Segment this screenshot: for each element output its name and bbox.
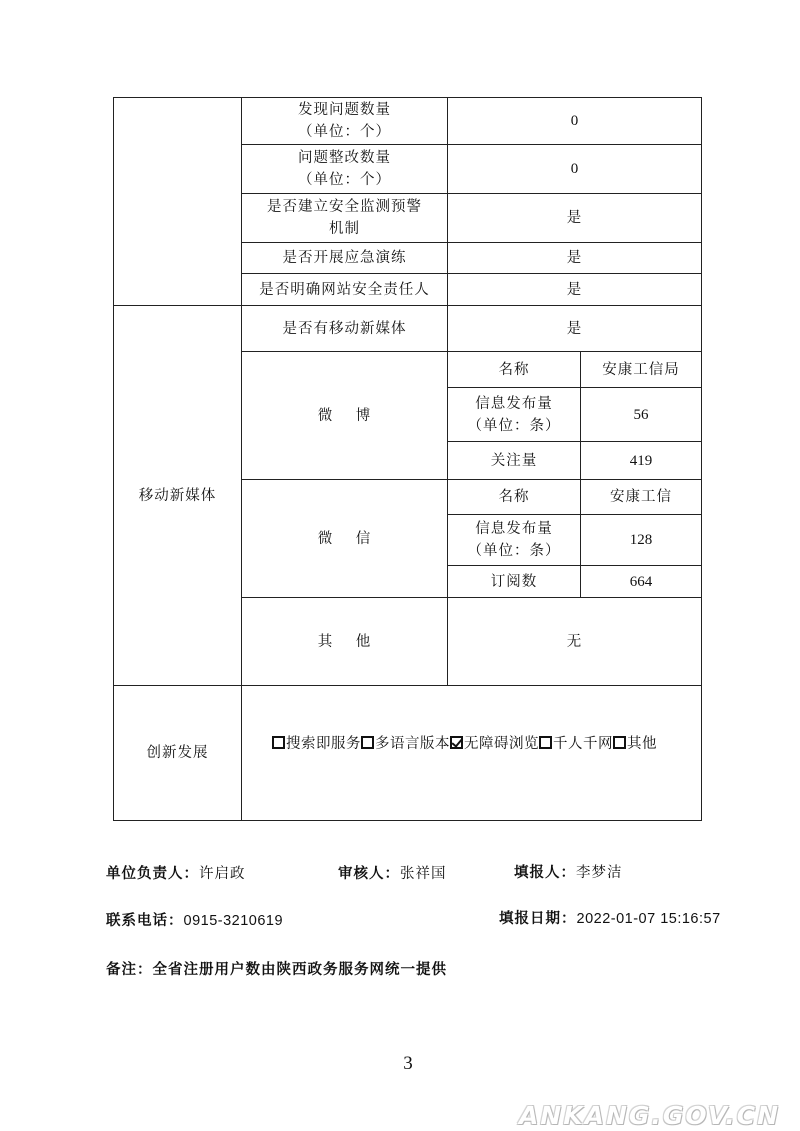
note	[106, 958, 447, 979]
checkbox-multilingual[interactable]	[361, 736, 374, 749]
wechat-name-value: 安康工信	[610, 489, 672, 505]
checkbox-search-service[interactable]	[272, 736, 285, 749]
filler	[514, 861, 623, 882]
reviewer	[338, 862, 447, 883]
other-media-label: 其 他	[317, 633, 372, 650]
option-label-personalized: 千人千网	[553, 735, 613, 752]
wechat-posts-label	[448, 515, 580, 565]
wechat-name-label: 名称	[498, 489, 530, 505]
wechat-posts-value: 128	[629, 532, 653, 548]
checkbox-other[interactable]	[613, 736, 626, 749]
checkbox-accessibility[interactable]	[450, 736, 463, 749]
wechat-subscribers-label: 订阅数	[490, 573, 538, 590]
row-label-line1: 发现问题数量	[298, 102, 391, 118]
section-label-mobile-media: 移动新媒体	[138, 487, 217, 504]
row-value-issues-fixed: 0	[570, 161, 579, 177]
note-label: 备注：	[106, 961, 153, 978]
wechat-posts-label-line2: （单位：条）	[467, 543, 561, 559]
weibo-followers-label: 关注量	[490, 452, 538, 469]
option-label-multilingual: 多语言版本	[375, 735, 450, 752]
note-value: 全省注册用户数由陕西政务服务网统一提供	[152, 961, 447, 978]
weibo-followers-value: 419	[629, 452, 653, 469]
weibo-name-label: 名称	[498, 361, 530, 378]
row-value-monitoring-mechanism: 是	[566, 210, 583, 226]
unit-head-value: 许启政	[199, 866, 246, 882]
row-label-monitoring-mechanism	[242, 194, 447, 242]
weibo-posts-value: 56	[633, 406, 649, 423]
wechat-subscribers-value: 664	[629, 573, 653, 590]
section-label-innovation: 创新发展	[146, 745, 209, 761]
row-value-security-officer: 是	[566, 281, 583, 298]
checkbox-personalized[interactable]	[539, 736, 552, 749]
row-label-issues-fixed	[242, 145, 447, 193]
weibo-posts-label-line1: 信息发布量	[475, 395, 553, 412]
contact-phone	[106, 909, 283, 930]
option-label-accessibility: 无障碍浏览	[464, 735, 539, 752]
wechat-label: 微 信	[317, 530, 372, 547]
weibo-name-value: 安康工信局	[602, 361, 680, 378]
watermark: ANKANG.GOV.CN	[518, 1101, 780, 1130]
other-media-value: 无	[566, 633, 583, 650]
filler-label: 填报人：	[514, 864, 576, 881]
weibo-posts-label-line2: （单位：条）	[467, 417, 561, 434]
page-number: 3	[403, 1053, 413, 1074]
option-label-search-service: 搜索即服务	[286, 735, 361, 752]
innovation-options	[272, 731, 657, 753]
report-date	[499, 907, 721, 928]
row-label-line1: 是否建立安全监测预警	[267, 199, 422, 215]
row-label-line1: 问题整改数量	[298, 150, 391, 166]
report-date-value: 2022-01-07 15:16:57	[576, 911, 721, 927]
row-label-issues-found	[242, 98, 447, 144]
contact-phone-label: 联系电话：	[106, 912, 184, 929]
row-value-emergency-drill: 是	[566, 250, 583, 266]
row-label-line2: （单位：个）	[298, 124, 391, 140]
unit-head	[106, 862, 246, 883]
contact-phone-value: 0915-3210619	[183, 913, 284, 929]
reviewer-value: 张祥国	[400, 866, 447, 882]
unit-head-label: 单位负责人：	[106, 865, 199, 882]
report-date-label: 填报日期：	[499, 910, 577, 927]
row-label-security-officer: 是否明确网站安全责任人	[259, 281, 430, 298]
row-label-line2: 机制	[329, 221, 360, 237]
weibo-posts-label	[448, 388, 580, 441]
row-label-emergency-drill: 是否开展应急演练	[282, 250, 407, 266]
wechat-posts-label-line1: 信息发布量	[475, 521, 553, 537]
row-label-line2: （单位：个）	[298, 172, 391, 188]
row-value-issues-found: 0	[570, 113, 579, 129]
row-value-has-mobile-media: 是	[566, 320, 583, 337]
filler-value: 李梦洁	[576, 865, 623, 881]
reviewer-label: 审核人：	[338, 865, 400, 882]
weibo-label: 微 博	[317, 407, 372, 424]
option-label-other: 其他	[627, 735, 657, 752]
row-label-has-mobile-media: 是否有移动新媒体	[282, 320, 407, 337]
